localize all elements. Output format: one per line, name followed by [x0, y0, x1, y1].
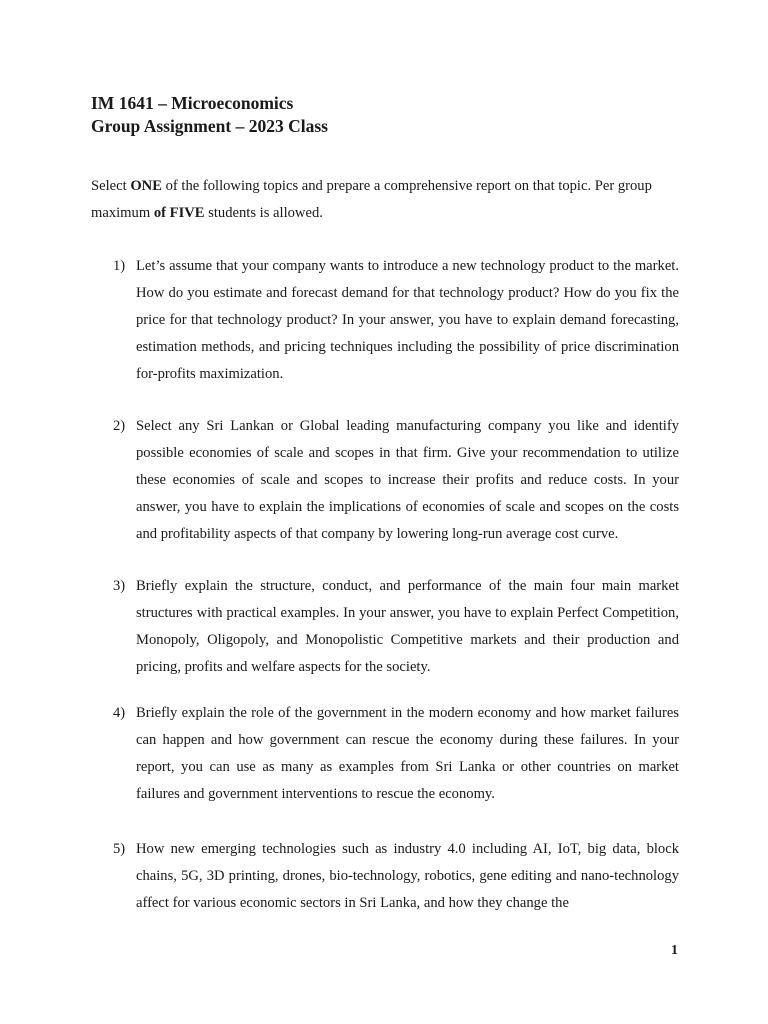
page-number: 1: [671, 943, 678, 958]
topic-text: Briefly explain the structure, conduct, and performance of the main four main market structures with practical examples. In your answer, you have to explain Perfect Competition, Monopoly, Oligopoly, and Monopolistic Competitive markets and their production and pricing, profits and welfare aspects for the society.: [136, 578, 679, 675]
topic-number: 1): [113, 258, 126, 274]
topic-number: 5): [113, 841, 126, 857]
intro-text-1: Select: [91, 178, 131, 194]
topic-item-3: [113, 573, 679, 681]
assignment-title: Group Assignment – 2023 Class: [91, 116, 328, 136]
topic-item-2: [113, 413, 679, 548]
topic-number: 2): [113, 418, 126, 434]
topic-text: Select any Sri Lankan or Global leading manufacturing company you like and identify possible economies of scale and scopes in that firm. Give your recommendation to utilize these economies of scale and scopes to increase their profits and reduce costs. In your answer, you have to explain the implications of economies of scale and scopes on the costs and profitability aspects of that company by lowering long-run average cost curve.: [136, 418, 679, 542]
topic-item-5: [113, 836, 679, 917]
topic-item-1: [113, 253, 679, 388]
instructions-paragraph: [91, 173, 681, 227]
topic-item-4: [113, 700, 679, 808]
intro-bold-five: of FIVE: [153, 205, 205, 221]
intro-bold-one: ONE: [130, 178, 162, 194]
document-title-block: [91, 92, 651, 138]
topic-text: Briefly explain the role of the government in the modern economy and how market failures can happen and how government can rescue the economy during these failures. In your report, you can use as many as examples from Sri Lanka or other countries on market failures and government interventions to rescue the economy.: [136, 705, 679, 802]
topic-text: How new emerging technologies such as industry 4.0 including AI, IoT, big data, block chains, 5G, 3D printing, drones, bio-technology, robotics, gene editing and nano-technology affect for various economic sectors in Sri Lanka, and how they change the: [136, 841, 679, 911]
intro-text-3: students is allowed.: [204, 205, 323, 221]
intro-text-2: of the following topics and prepare a comprehensive report on that topic. Per group maximum: [91, 178, 652, 221]
topic-text: Let’s assume that your company wants to introduce a new technology product to the market. How do you estimate and forecast demand for that technology product? How do you fix the price for that technology product? In your answer, you have to explain demand forecasting, estimation methods, and pricing techniques including the possibility of price discrimination for-profits maximization.: [136, 258, 679, 382]
course-title: IM 1641 – Microeconomics: [91, 93, 294, 113]
topic-number: 3): [113, 578, 126, 594]
topic-number: 4): [113, 705, 126, 721]
